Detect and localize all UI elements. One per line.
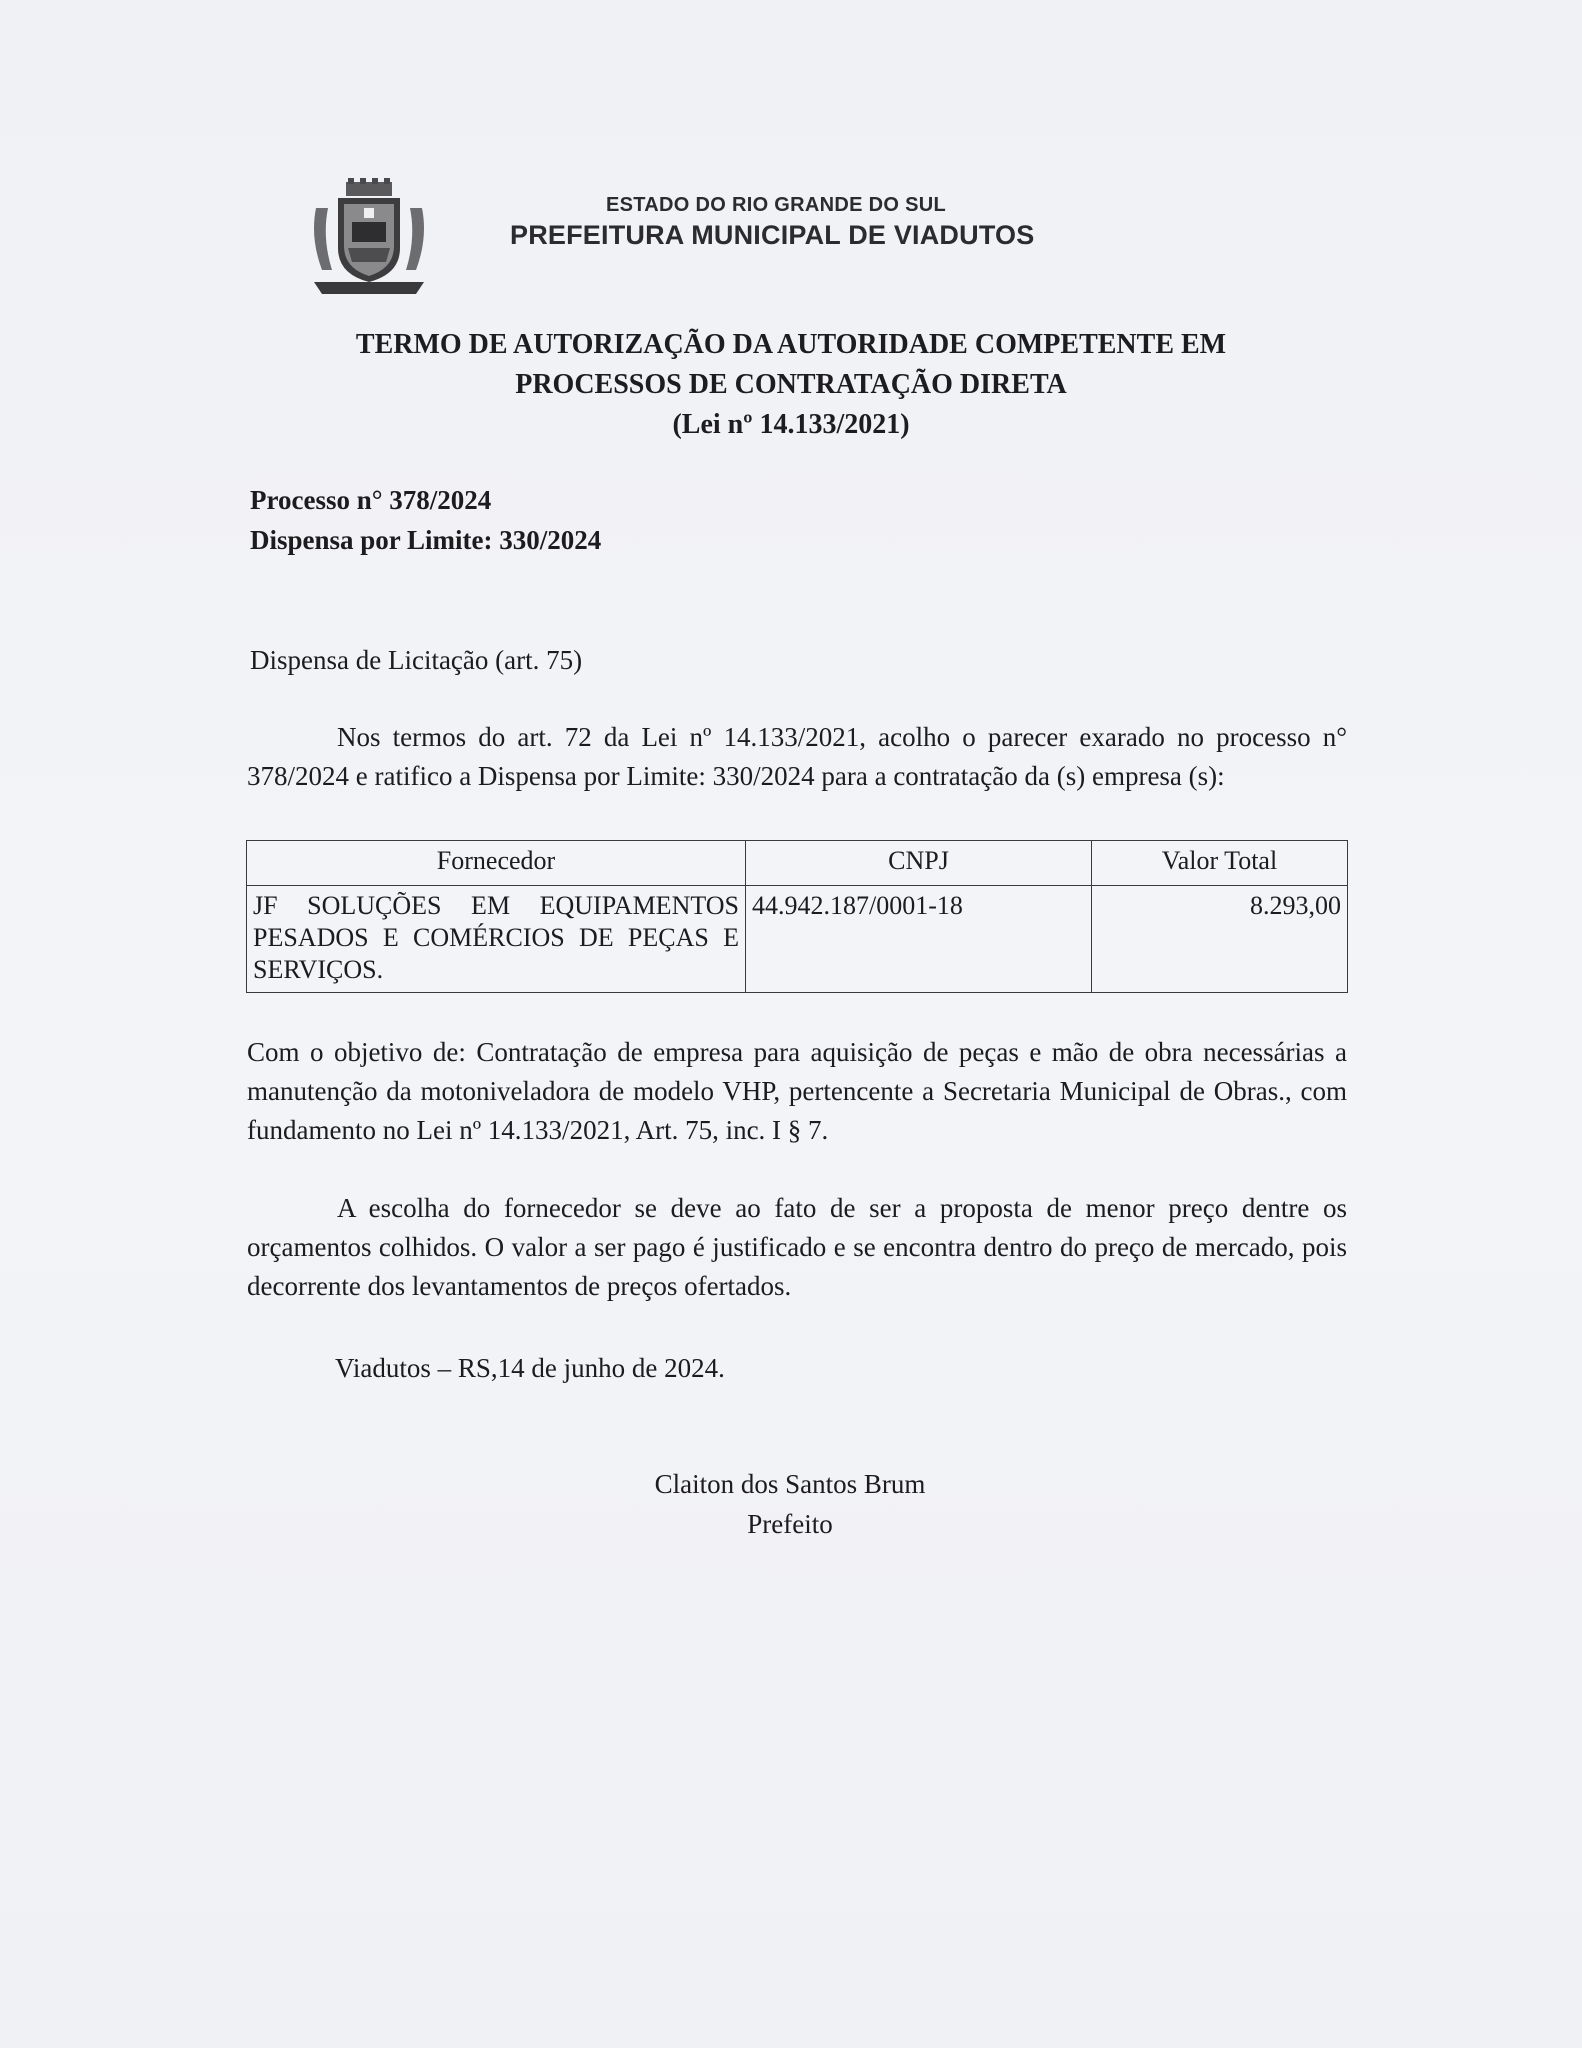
dispensa-number: Dispensa por Limite: 330/2024 bbox=[250, 525, 602, 555]
title-line-3: (Lei nº 14.133/2021) bbox=[672, 409, 910, 440]
table-header-row bbox=[247, 841, 1348, 886]
ratification-paragraph bbox=[247, 718, 1347, 796]
supplier-total-value: 8.293,00 bbox=[1092, 886, 1348, 993]
supplier-cnpj: 44.942.187/0001-18 bbox=[746, 886, 1092, 993]
place-and-date: Viadutos – RS,14 de junho de 2024. bbox=[335, 1353, 725, 1383]
letterhead-state: ESTADO DO RIO GRANDE DO SUL bbox=[606, 194, 946, 216]
ratification-text: Nos termos do art. 72 da Lei nº 14.133/2021, acolho o parecer exarado no processo n° 378/2024 e ratifico a Dispensa por Limite: 330/2024 para a contratação da (s) empresa (s): bbox=[247, 722, 1347, 791]
letterhead-city: PREFEITURA MUNICIPAL DE VIADUTOS bbox=[510, 220, 1035, 250]
title-line-2: PROCESSOS DE CONTRATAÇÃO DIRETA bbox=[515, 369, 1067, 400]
supplier-name: JF SOLUÇÕES EM EQUIPAMENTOS PESADOS E COMÉRCIOS DE PEÇAS E SERVIÇOS. bbox=[247, 886, 746, 993]
process-number: Processo n° 378/2024 bbox=[250, 485, 492, 515]
procurement-type: Dispensa de Licitação (art. 75) bbox=[250, 645, 583, 675]
justification-text: A escolha do fornecedor se deve ao fato de ser a proposta de menor preço dentre os orçamentos colhidos. O valor a ser pago é justificado e se encontra dentro do preço de mercado, pois decorrente dos levantamentos de preços ofertados. bbox=[247, 1193, 1347, 1301]
letterhead bbox=[490, 192, 1140, 252]
title-line-1: TERMO DE AUTORIZAÇÃO DA AUTORIDADE COMPETENTE EM bbox=[355, 329, 1227, 360]
municipal-coat-of-arms-icon bbox=[308, 178, 430, 298]
process-info bbox=[250, 480, 601, 560]
document-title bbox=[240, 325, 1342, 445]
signature-block bbox=[590, 1464, 990, 1544]
header-cnpj: CNPJ bbox=[746, 841, 1092, 886]
signer-name: Claiton dos Santos Brum bbox=[654, 1469, 926, 1499]
suppliers-table bbox=[246, 840, 1348, 993]
header-fornecedor: Fornecedor bbox=[247, 841, 746, 886]
justification-paragraph bbox=[247, 1189, 1347, 1306]
header-valor-total: Valor Total bbox=[1092, 841, 1348, 886]
signer-role: Prefeito bbox=[747, 1509, 833, 1539]
objective-paragraph: Com o objetivo de: Contratação de empresa para aquisição de peças e mão de obra necessárias a manutenção da motoniveladora de modelo VHP, pertencente a Secretaria Municipal de Obras., com fundamento no Lei nº 14.133/2021, Art. 75, inc. I § 7. bbox=[247, 1037, 1347, 1145]
table-row bbox=[247, 886, 1348, 993]
